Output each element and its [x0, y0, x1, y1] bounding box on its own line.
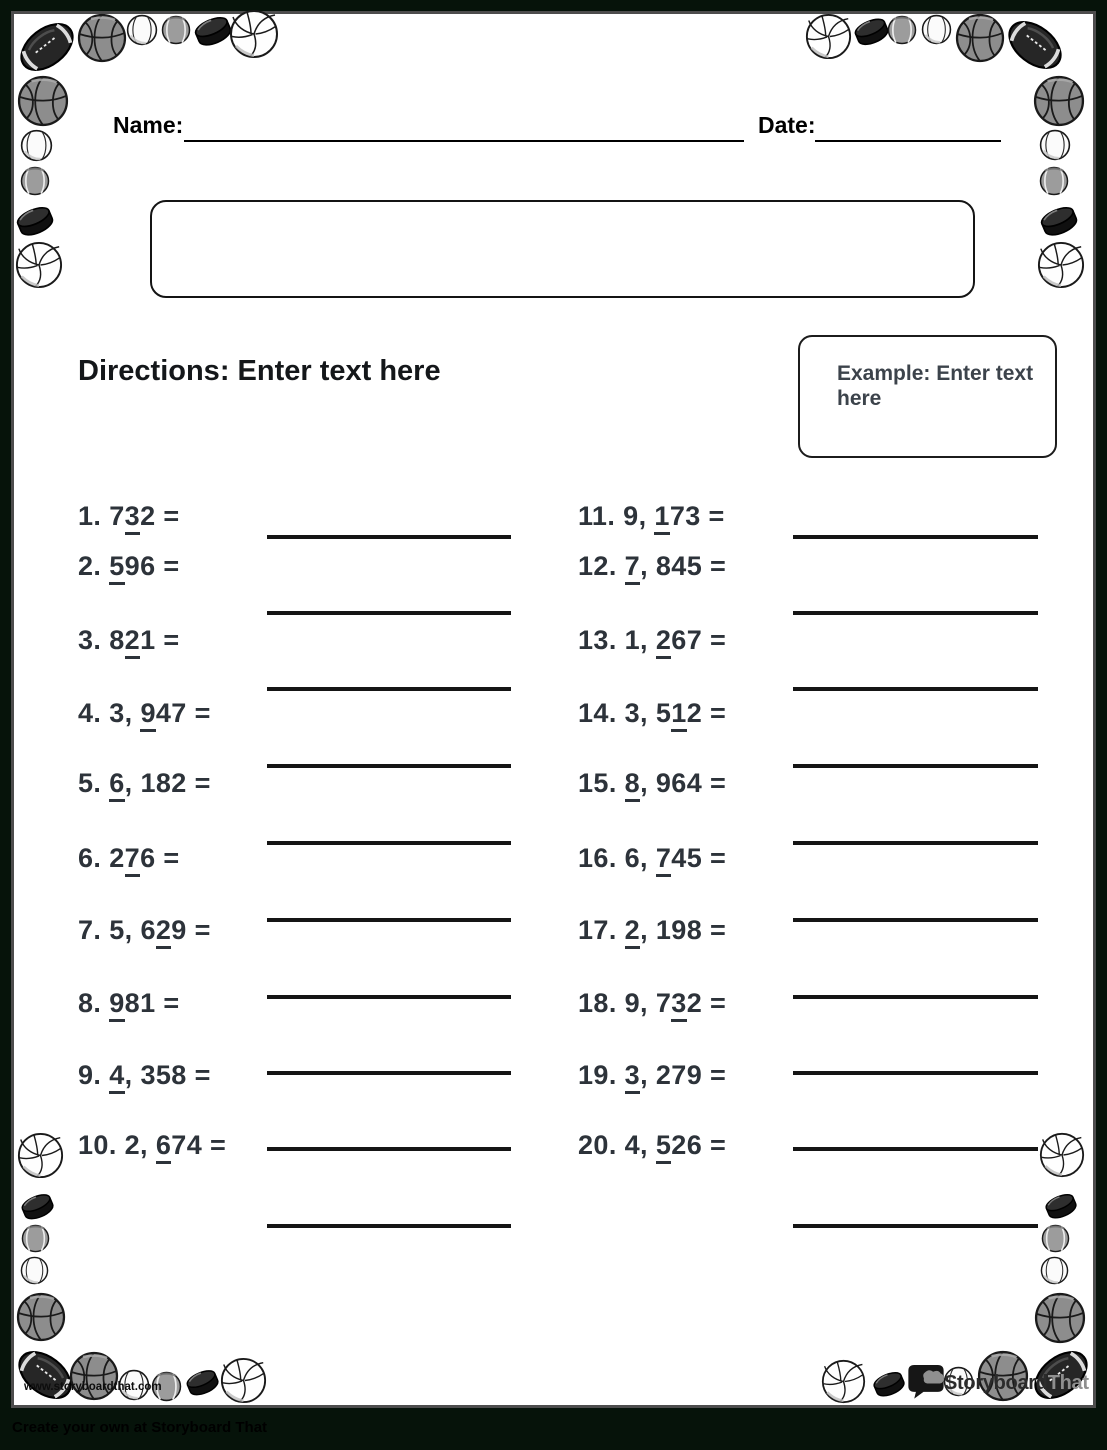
- equals-sign: =: [186, 915, 211, 945]
- underlined-digit: 9: [109, 988, 124, 1022]
- problem-number: 2.: [78, 551, 110, 581]
- basketball-icon: [69, 1351, 119, 1401]
- problem-item: 17. 2, 198 =: [578, 917, 726, 944]
- tennis-ball-icon: [161, 15, 191, 45]
- problem-number: 11.: [578, 501, 624, 531]
- date-label: Date:: [758, 112, 816, 138]
- problem-item: 6. 276 =: [78, 845, 180, 872]
- problem-number: 19.: [578, 1060, 625, 1090]
- answer-line[interactable]: [267, 535, 511, 539]
- answer-line[interactable]: [267, 918, 511, 922]
- answer-line[interactable]: [267, 1071, 511, 1075]
- underlined-digit: 7: [656, 843, 671, 877]
- answer-line[interactable]: [267, 1147, 511, 1151]
- problem-number: 9.: [78, 1060, 110, 1090]
- answer-line[interactable]: [793, 1147, 1038, 1151]
- underlined-digit: 6: [156, 1130, 171, 1164]
- answer-line[interactable]: [267, 611, 511, 615]
- equals-sign: =: [202, 1130, 227, 1160]
- problem-number: 4.: [78, 698, 110, 728]
- volleyball-icon: [1037, 241, 1085, 289]
- equals-sign: =: [186, 698, 211, 728]
- name-line[interactable]: [184, 140, 744, 142]
- equals-sign: =: [702, 551, 727, 581]
- basketball-icon: [77, 13, 127, 63]
- problem-number: 12.: [578, 551, 625, 581]
- equals-sign: =: [702, 988, 727, 1018]
- brand-storyboard: Storyboard: [944, 1372, 1048, 1394]
- tennis-ball-icon: [20, 166, 50, 196]
- underlined-digit: 5: [656, 1130, 671, 1164]
- equals-sign: =: [702, 843, 727, 873]
- answer-line[interactable]: [793, 535, 1038, 539]
- tennis-ball-icon: [1039, 166, 1069, 196]
- underlined-digit: 3: [125, 501, 140, 535]
- problem-item: 10. 2, 674 =: [78, 1132, 226, 1159]
- equals-sign: =: [702, 625, 727, 655]
- date-line[interactable]: [815, 140, 1001, 142]
- problem-number: 6.: [78, 843, 110, 873]
- underlined-digit: 4: [109, 1060, 124, 1094]
- volleyball-icon: [17, 1132, 64, 1179]
- tennis-ball-icon: [1041, 1224, 1070, 1253]
- underlined-digit: 2: [656, 625, 671, 659]
- baseball-icon: [1040, 1256, 1069, 1285]
- name-label: Name:: [113, 112, 184, 138]
- answer-line[interactable]: [267, 995, 511, 999]
- problem-number: 13.: [578, 625, 625, 655]
- problem-item: 19. 3, 279 =: [578, 1062, 726, 1089]
- problem-number: 18.: [578, 988, 625, 1018]
- baseball-icon: [921, 14, 952, 45]
- equals-sign: =: [702, 768, 727, 798]
- answer-line[interactable]: [267, 841, 511, 845]
- problem-item: 12. 7, 845 =: [578, 553, 726, 580]
- underlined-digit: 7: [125, 843, 140, 877]
- problem-number: 5.: [78, 768, 110, 798]
- equals-sign: =: [155, 501, 180, 531]
- tennis-ball-icon: [887, 15, 917, 45]
- example-box[interactable]: [798, 335, 1057, 458]
- volleyball-icon: [229, 9, 279, 59]
- answer-line[interactable]: [793, 1224, 1038, 1228]
- problem-item: 16. 6, 745 =: [578, 845, 726, 872]
- problem-item: 18. 9, 732 =: [578, 990, 726, 1017]
- storyboardthat-logo-icon: [905, 1360, 947, 1402]
- problem-item: 13. 1, 267 =: [578, 627, 726, 654]
- underlined-digit: 1: [654, 501, 669, 535]
- underlined-digit: 6: [109, 768, 124, 802]
- baseball-icon: [1039, 129, 1071, 161]
- directions-text[interactable]: Directions: Enter text here: [78, 355, 441, 387]
- answer-line[interactable]: [793, 995, 1038, 999]
- problem-number: 16.: [578, 843, 625, 873]
- answer-line[interactable]: [793, 841, 1038, 845]
- problem-number: 1.: [78, 501, 110, 531]
- problem-item: 4. 3, 947 =: [78, 700, 211, 727]
- brand-that: That: [1047, 1372, 1089, 1394]
- equals-sign: =: [702, 1130, 727, 1160]
- volleyball-icon: [805, 13, 852, 60]
- title-box[interactable]: [150, 200, 975, 298]
- problem-number: 7.: [78, 915, 110, 945]
- example-text: Example: Enter text here: [837, 362, 1034, 410]
- basketball-icon: [17, 75, 69, 127]
- problem-number: 17.: [578, 915, 625, 945]
- problem-number: 14.: [578, 698, 625, 728]
- equals-sign: =: [702, 698, 727, 728]
- problem-number: 20.: [578, 1130, 625, 1160]
- equals-sign: =: [186, 768, 211, 798]
- problem-item: 7. 5, 629 =: [78, 917, 211, 944]
- answer-line[interactable]: [793, 1071, 1038, 1075]
- baseball-icon: [20, 129, 53, 162]
- underlined-digit: 2: [125, 625, 140, 659]
- equals-sign: =: [702, 1060, 727, 1090]
- problem-item: 1. 732 =: [78, 503, 180, 530]
- problem-item: 15. 8, 964 =: [578, 770, 726, 797]
- website-url: www.storyboardthat.com: [24, 1381, 162, 1393]
- basketball-icon: [1033, 75, 1085, 127]
- underlined-digit: 1: [671, 698, 686, 732]
- answer-line[interactable]: [793, 918, 1038, 922]
- tennis-ball-icon: [21, 1224, 50, 1253]
- underlined-digit: 3: [625, 1060, 640, 1094]
- underlined-digit: 2: [625, 915, 640, 949]
- volleyball-icon: [220, 1357, 267, 1404]
- problem-item: 14. 3, 512 =: [578, 700, 726, 727]
- answer-line[interactable]: [267, 1224, 511, 1228]
- answer-line[interactable]: [793, 764, 1038, 768]
- volleyball-icon: [1039, 1132, 1085, 1178]
- problem-item: 3. 821 =: [78, 627, 180, 654]
- equals-sign: =: [155, 625, 180, 655]
- footer-tagline: Create your own at Storyboard That: [12, 1419, 268, 1436]
- answer-line[interactable]: [267, 764, 511, 768]
- equals-sign: =: [702, 915, 727, 945]
- problem-item: 5. 6, 182 =: [78, 770, 211, 797]
- volleyball-icon: [15, 241, 63, 289]
- equals-sign: =: [186, 1060, 211, 1090]
- problem-item: 2. 596 =: [78, 553, 180, 580]
- problem-number: 8.: [78, 988, 110, 1018]
- underlined-digit: 8: [625, 768, 640, 802]
- problem-number: 10.: [78, 1130, 125, 1160]
- underlined-digit: 2: [156, 915, 171, 949]
- answer-line[interactable]: [267, 687, 511, 691]
- answer-line[interactable]: [793, 687, 1038, 691]
- problem-item: 9. 4, 358 =: [78, 1062, 211, 1089]
- baseball-icon: [20, 1256, 49, 1285]
- problem-item: 20. 4, 526 =: [578, 1132, 726, 1159]
- problem-item: 8. 981 =: [78, 990, 180, 1017]
- problem-item: 11. 9, 173 =: [578, 503, 725, 530]
- underlined-digit: 3: [671, 988, 686, 1022]
- problem-number: 3.: [78, 625, 110, 655]
- underlined-digit: 5: [109, 551, 124, 585]
- brand-wordmark: [944, 1372, 1089, 1395]
- underlined-digit: 7: [625, 551, 640, 585]
- volleyball-icon: [821, 1359, 866, 1404]
- problem-number: 15.: [578, 768, 625, 798]
- equals-sign: =: [155, 551, 180, 581]
- answer-line[interactable]: [793, 611, 1038, 615]
- equals-sign: =: [155, 988, 180, 1018]
- underlined-digit: 9: [140, 698, 155, 732]
- equals-sign: =: [700, 501, 725, 531]
- equals-sign: =: [155, 843, 180, 873]
- baseball-icon: [126, 14, 158, 46]
